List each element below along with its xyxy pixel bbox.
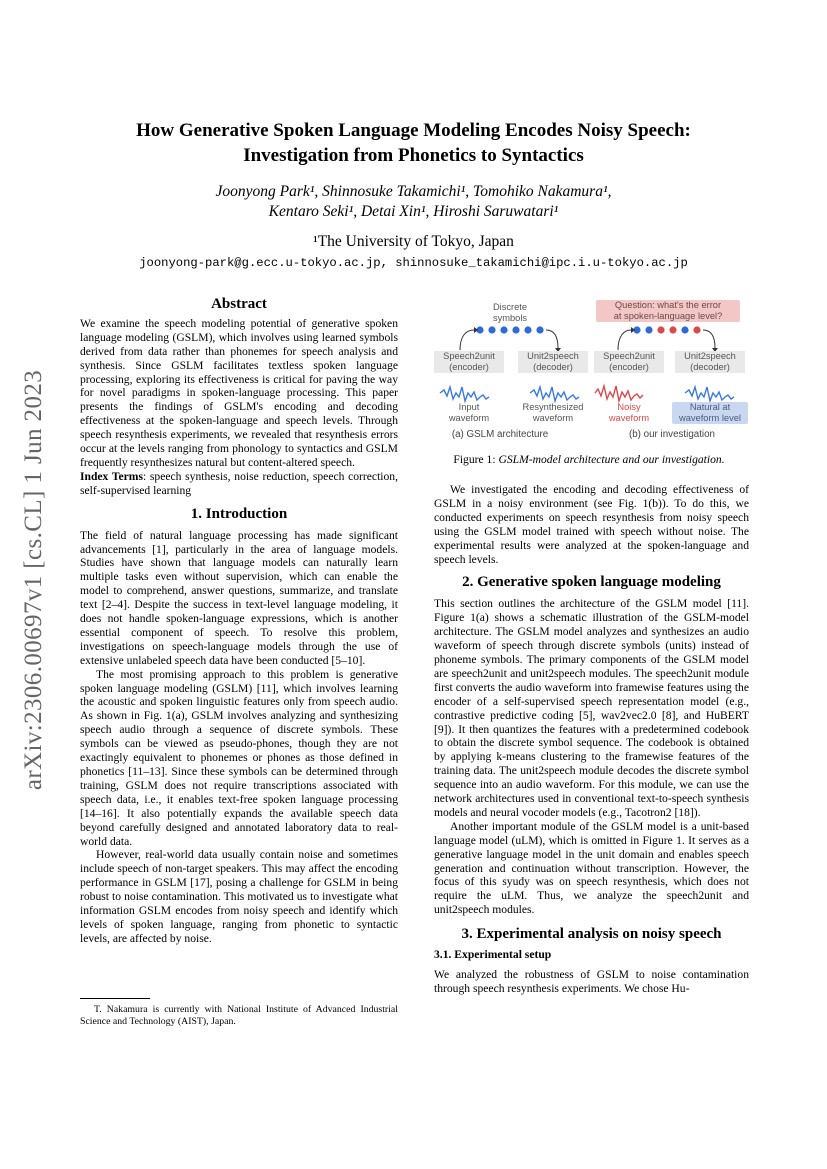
decoder-b: Unit2speech (decoder) (675, 351, 745, 373)
title-line-2: Investigation from Phonetics to Syntactics (243, 145, 584, 166)
footnote-rule (80, 998, 150, 999)
intro-paragraph-2: The most promising approach to this problem is generative spoken language modeling (GSLM) [11], which involves learning the acoustic and spoken linguistic features only from speech audio. As shown in Fig. 1(a), GSLM involves analyzing and synthesizing speech audio through a sequence of discrete symbols. These symbols can be viewed as pseudo-phones, though they are not exactingly equivalent to phonemes or phones as those defined in phonetics [11–13]. Since these symbols can be determined through training, GSLM does not require transcriptions associated with speech data, i.e., it enables text-free spoken language processing [14–16]. It also potentially expands the available speech data beyond carefully designed and annotated laboratory data to real-world data. (80, 667, 398, 848)
authors (0, 182, 827, 222)
section-2-paragraph-2: Another important module of the GSLM model is a unit-based language model (uLM), which is omitted in Figure 1. It serves as a generative language model in the unit domain and enables speech generation and continuation without transcription. However, the focus of this syudy was on speech resynthesis, which does not require the uLM. Thus, we analyze the speech2unit and unit2speech modules. (434, 819, 749, 917)
resynthesized-waveform (530, 387, 579, 401)
arrow-heads (474, 327, 718, 352)
paper-title (0, 118, 827, 168)
input-waveform (440, 387, 489, 401)
noisy-waveform-label: Noisy waveform (608, 402, 650, 423)
title-line-1: How Generative Spoken Language Modeling Encodes Noisy Speech: (136, 120, 691, 141)
question-box: Question: what's the error at spoken-language level? (596, 300, 740, 322)
index-terms-text: : speech synthesis, noise reduction, speech correction, self-supervised learning (80, 469, 399, 497)
authors-line-1: Joonyong Park¹, Shinnosuke Takamichi¹, Tomohiko Nakamura¹, (215, 183, 612, 200)
waveforms (440, 386, 734, 401)
abstract-heading: Abstract (211, 296, 267, 312)
subfig-a-label: (a) GSLM architecture (451, 429, 549, 440)
intro-paragraph-1: The field of natural language processing has made significant advancements [1], particularly in the area of language models. Studies have shown that language models can naturally learn multiple tasks even without supervision, which can enable the model to comprehend, answer questions, summarize, and translate text [2–4]. Despite the success in text-level language modeling, it does not handle spoken-language expressions, which is another essential component of speech. To resolve this problem, investigations on speech-language models through the use of extensive unlabeled speech data have been conducted [5–10]. (80, 528, 398, 667)
abstract-text: We examine the speech modeling potential of generative spoken language modeling (GSLM), which involves using learned symbols derived from data rather than phonemes for speech analysis and synthesis. Since GSLM facilitates textless spoken language processing, exploring its effectiveness is critical for paving the way for novel paradigms in spoken-language processing. This paper presents the findings of GSLM's encoding and decoding effectiveness at the spoken-language and speech levels. Through speech resynthesis experiments, we revealed that resynthesis errors occur at the levels ranging from phonology to syntactics and GSLM frequently resynthesizes natural but content-altered speech. (80, 316, 398, 469)
footnote: T. Nakamura is currently with National Institute of Advanced Industrial Science and Technology (AIST), Japan. (80, 1004, 398, 1027)
left-column (80, 298, 398, 946)
discrete-symbols-label: Discrete symbols (492, 302, 528, 323)
investigation-paragraph: We investigated the encoding and decoding effectiveness of GSLM in a noisy environment (see Fig. 1(b)). To do this, we conducted experiments on speech resynthesis from noisy speech using the GSLM model trained with speech without noise. The experimental results were analyzed at the spoken-language and speech levels. (434, 483, 749, 566)
resynthesized-waveform-label: Resynthesized waveform (522, 402, 584, 423)
affiliation: ¹The University of Tokyo, Japan (313, 233, 514, 250)
figure-1 (430, 296, 748, 444)
arxiv-id: arXiv:2306.00697v1 [cs.CL] 1 Jun 2023 (20, 369, 47, 791)
section-2-paragraph-1: This section outlines the architecture of the GSLM model [11]. Figure 1(a) shows a schematic illustration of the GSLM-model architecture. The GSLM model analyzes and synthesizes an audio waveform of speech through discrete symbols (units) instead of phoneme symbols. The primary components of the GSLM model are speech2unit and unit2speech modules. The speech2unit module first converts the audio waveform into framewise features using the encoder of a self-supervised speech representation model (e.g., contrastive predictive coding [5], wav2vec2.0 [8], and HuBERT [9]). It then quantizes the features with a predetermined codebook to obtain the discrete symbol sequence. The codebook is obtained by applying k-means clustering to the framewise features of the training data. The unit2speech module decodes the discrete symbol sequence into an audio waveform. For this module, we can use the network architectures used in conventional text-to-speech synthesis models and neural vocoder models (e.g., Tacotron2 [18]). (434, 597, 749, 819)
natural-waveform-label: Natural at waveform level (672, 402, 748, 424)
section-2-heading: 2. Generative spoken language modeling (462, 574, 721, 591)
index-terms (80, 470, 398, 498)
input-waveform-label: Input waveform (448, 402, 490, 423)
decoder-a: Unit2speech (decoder) (518, 351, 588, 373)
section-3-heading: 3. Experimental analysis on noisy speech (461, 926, 722, 943)
subfig-b-label: (b) our investigation (628, 429, 716, 440)
authors-line-2: Kentaro Seki¹, Detai Xin¹, Hiroshi Saruwatari¹ (268, 203, 559, 220)
intro-heading: 1. Introduction (190, 505, 288, 522)
right-column (434, 483, 749, 996)
emails: joonyong-park@g.ecc.u-tokyo.ac.jp, shinnosuke_takamichi@ipc.i.u-tokyo.ac.jp (139, 256, 688, 270)
index-terms-label: Index Terms (80, 469, 143, 483)
section-3-1-paragraph: We analyzed the robustness of GSLM to noise contamination through speech resynthesis experiments. We chose Hu- (434, 968, 749, 995)
flow-arrows (460, 330, 715, 350)
caption-prefix: Figure 1: (453, 453, 499, 466)
intro-paragraph-3: However, real-world data usually contain noise and sometimes include speech of non-target speakers. This may affect the encoding performance in GSLM [17], posing a challenge for GSLM in being robust to noise contamination. This motivated us to investigate what information GSLM encodes from noisy speech and identify which levels of spoken language, ranging from phonetic to syntactic levels, are affected by noise. (80, 848, 398, 945)
caption-text: GSLM-model architecture and our investigation. (498, 453, 725, 466)
discrete-symbol-dots-b (633, 326, 700, 333)
discrete-symbol-dots-a (476, 326, 543, 333)
arxiv-sidebar (14, 300, 54, 860)
subsection-3-1-heading: 3.1. Experimental setup (434, 948, 552, 962)
noisy-waveform (595, 386, 643, 401)
natural-waveform (685, 387, 734, 401)
encoder-b: Speech2unit (encoder) (594, 351, 664, 373)
figure-caption (430, 453, 748, 466)
encoder-a: Speech2unit (encoder) (434, 351, 504, 373)
